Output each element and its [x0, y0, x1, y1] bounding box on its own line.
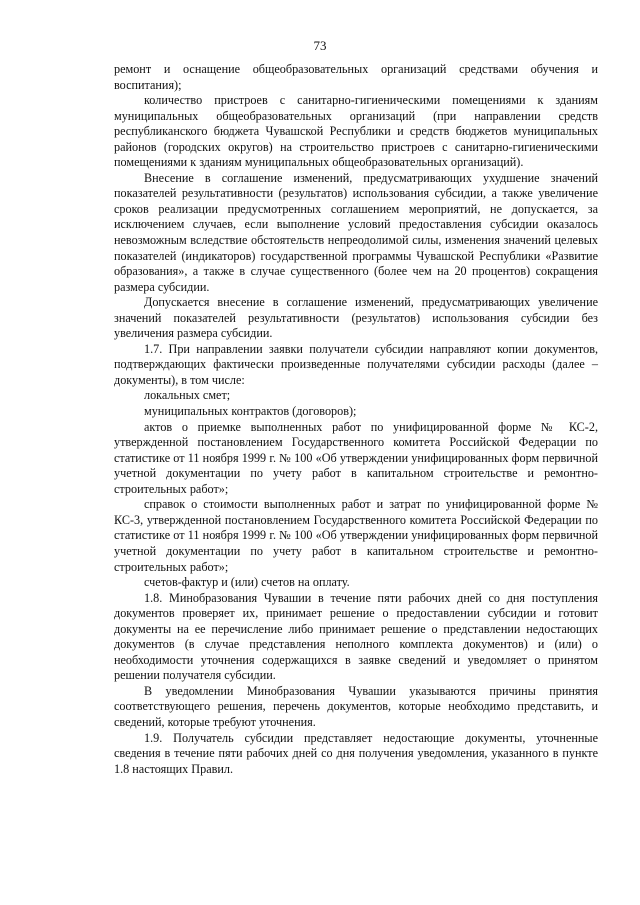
- paragraph-1-7: 1.7. При направлении заявки получатели субсидии направляют копии документов, подтверждающих фактически произведенные получателями субсидии расходы (далее – документы), в том числе:: [114, 341, 598, 387]
- page-number: 73: [313, 38, 327, 53]
- list-item-ks3-certificates: справок о стоимости выполненных работ и затрат по унифицированной форме № КС-3, утвержденной постановлением Государственного комитета Российской Федерации по статистике от 11 ноября 1999 г. № 100 «Об утверждении унифицированных форм первичной учетной документации по учету работ в капитальном строительстве и ремонтно-строительных работ»;: [114, 497, 598, 574]
- paragraph-1-9: 1.9. Получатель субсидии представляет недостающие документы, уточненные сведения в течение пяти рабочих дней со дня получения уведомления, указанного в пункте 1.8 настоящих Правил.: [114, 730, 598, 776]
- list-item-ks2-acts: актов о приемке выполненных работ по унифицированной форме № КС-2, утвержденной постановлением Государственного комитета Российской Федерации по статистике от 11 ноября 1999 г. № 100 «Об утверждении унифицированных форм первичной учетной документации по учету работ в капитальном строительстве и ремонтно-строительных работ»;: [114, 419, 598, 496]
- list-item-local-estimates: локальных смет;: [144, 388, 231, 403]
- paragraph-allowed-changes: Допускается внесение в соглашение изменений, предусматривающих увеличение значений показателей результативности (результатов) использования субсидии без увеличения размера субсидии.: [114, 295, 598, 341]
- list-item-municipal-contracts: муниципальных контрактов (договоров);: [144, 404, 357, 419]
- paragraph-notification: В уведомлении Минобразования Чувашии указываются причины принятия соответствующего решения, перечень документов, которые необходимо представить, и сведений, которые требуют уточнения.: [114, 683, 598, 729]
- paragraph-1-8: 1.8. Минобразования Чувашии в течение пяти рабочих дней со дня поступления документов проверяет их, принимает решение о предоставлении субсидии и готовит документы на ее перечисление либо принимает решение о представлении недостающих документов (в случае представления неполного комплекта документов) и (или) о необходимости уточнения содержащихся в заявке сведений и уведомляет о принятом решении получателя субсидии.: [114, 590, 598, 683]
- paragraph-continuation: ремонт и оснащение общеобразовательных организаций средствами обучения и воспитания);: [114, 62, 598, 92]
- list-item-invoices: счетов-фактур и (или) счетов на оплату.: [144, 575, 350, 590]
- paragraph-annex-count: количество пристроев с санитарно-гигиеническими помещениями к зданиям муниципальных общеобразовательных организаций (при направлении средств республиканского бюджета Чувашской Республики и средств бюджетов муниципальных районов (городских округов) на строительство пристроев с санитарно-гигиеническими помещениями к зданиям муниципальных общеобразовательных организаций).: [114, 93, 598, 170]
- document-text: [114, 62, 598, 777]
- paragraph-agreement-changes: Внесение в соглашение изменений, предусматривающих ухудшение значений показателей результативности (результатов) использования субсидии, а также увеличение сроков реализации предусмотренных соглашением мероприятий, не допускается, за исключением случаев, если выполнение условий предоставления субсидии оказалось невозможным вследствие обстоятельств непреодолимой силы, изменения значений целевых показателей (индикаторов) государственной программы Чувашской Республики «Развитие образования», а также в случае существенного (более чем на 20 процентов) сокращения размера субсидии.: [114, 170, 598, 294]
